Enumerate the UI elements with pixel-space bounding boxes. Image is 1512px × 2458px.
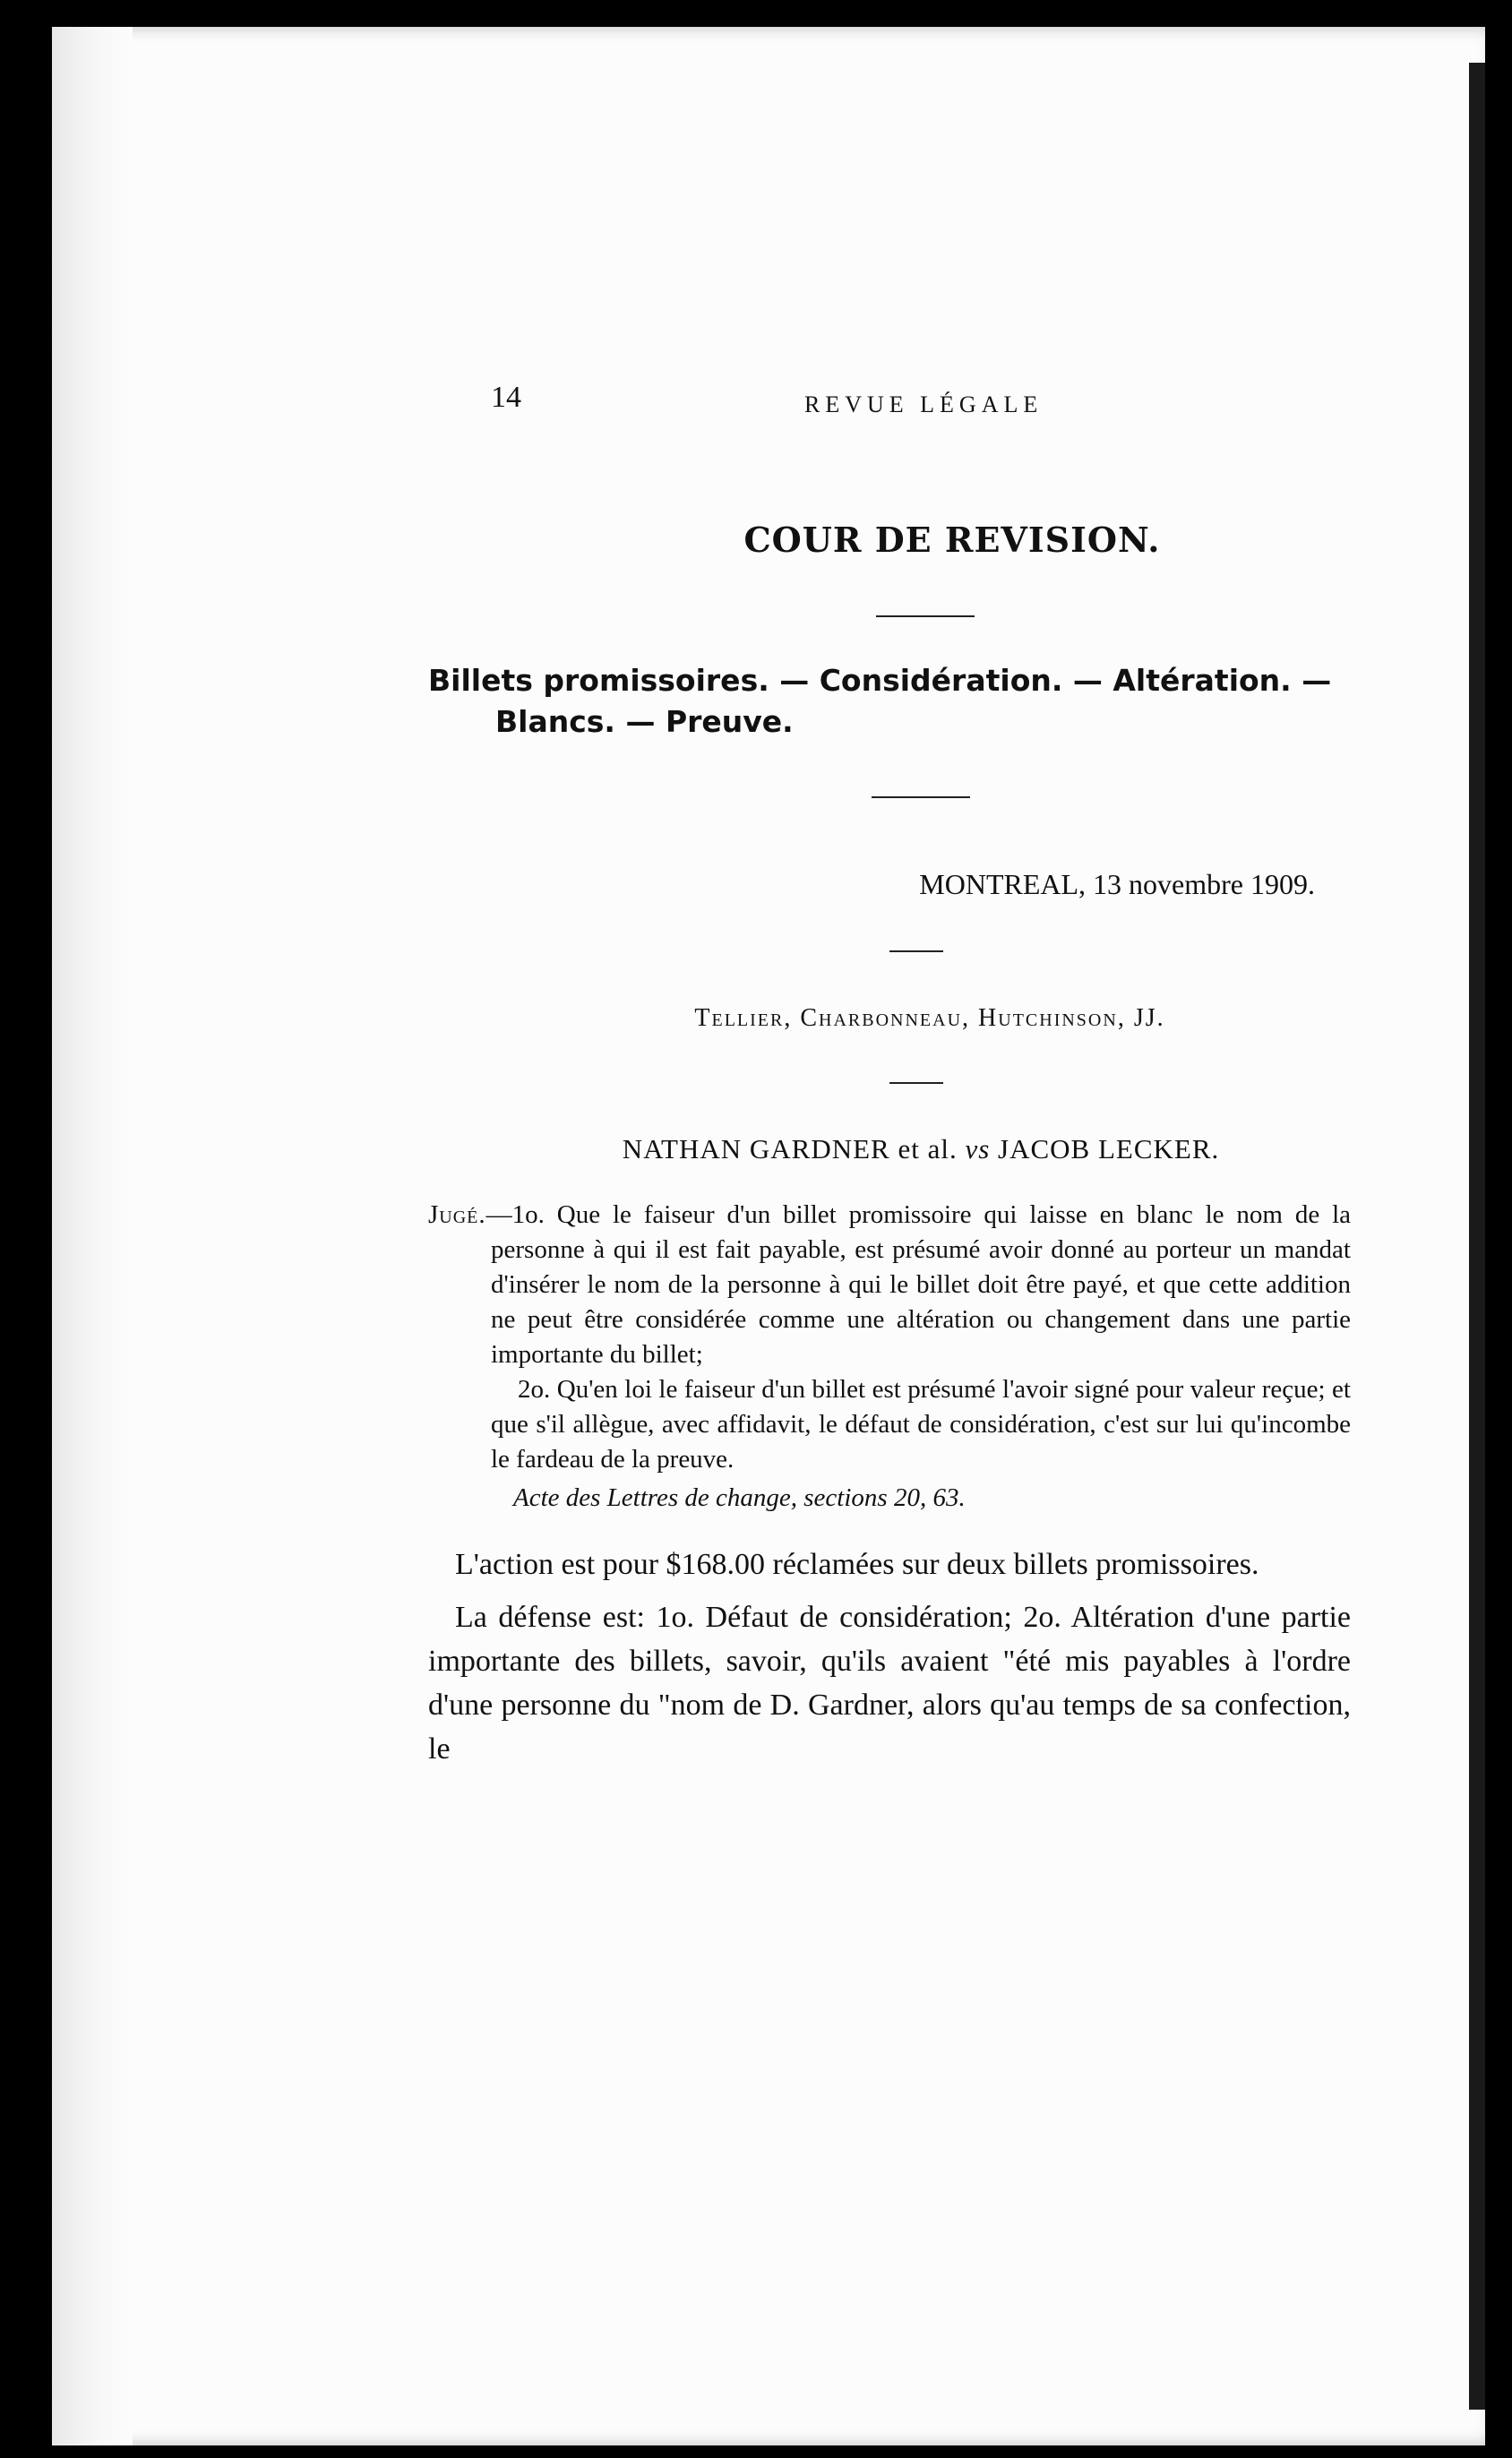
body-paragraph-1: L'action est pour $168.00 réclamées sur deux billets promissoires. xyxy=(455,1548,1259,1581)
running-header xyxy=(428,381,1351,434)
case-parties xyxy=(428,1133,1351,1165)
headnote xyxy=(428,1198,1351,1516)
journal-title: REVUE LÉGALE xyxy=(804,391,1044,417)
headnote-label: Jugé. xyxy=(428,1200,486,1229)
page-content xyxy=(428,381,1351,1780)
divider xyxy=(872,796,970,798)
subject-heading xyxy=(428,660,1333,743)
headnote-paragraph-1 xyxy=(428,1198,1351,1372)
page-edge xyxy=(1469,63,1485,2410)
page xyxy=(52,27,1485,2445)
place-date: MONTREAL, 13 novembre 1909. xyxy=(919,868,1315,900)
body-text xyxy=(428,1543,1351,1771)
divider xyxy=(889,950,943,952)
divider xyxy=(876,615,975,617)
court-heading: COUR DE REVISION. xyxy=(743,520,1161,560)
defendant: JACOB LECKER. xyxy=(998,1133,1220,1165)
statute-citation: Acte des Lettres de change, sections 20, 63. xyxy=(513,1483,966,1512)
page-number: 14 xyxy=(491,381,521,414)
headnote-paragraph-2: 2o. Qu'en loi le faiseur d'un billet est présumé l'avoir signé pour valeur reçue; et que s'il allègue, avec affidavit, le défaut de considération, c'est sur lui qu'incombe le fardeau de la preuve. xyxy=(491,1375,1351,1474)
subject-line-1: Billets promissoires. — Considération. — Altération. — xyxy=(428,663,1332,698)
plaintiff: NATHAN GARDNER et al. xyxy=(622,1133,958,1165)
divider xyxy=(889,1082,943,1084)
body-paragraph-2: La défense est: 1o. Défaut de considération; 2o. Altération d'une partie importante des billets, savoir, qu'ils avaient "été mis payables à l'ordre d'une personne du "nom de D. Gardner, alors qu'au temps de sa confection, le xyxy=(428,1601,1351,1766)
judges: Tellier, Charbonneau, Hutchinson, JJ. xyxy=(694,1004,1165,1032)
versus: vs xyxy=(965,1133,991,1165)
page-gutter xyxy=(52,27,133,2445)
headnote-text-1: —1o. Que le faiseur d'un billet promissoire qui laisse en blanc le nom de la personne à qui il est fait payable, est présumé avoir donné au porteur un mandat d'insérer le nom de la personne à qui le billet doit être payé, et que cette addition ne peut être considérée comme une altération ou changement dans une partie importante du billet; xyxy=(485,1200,1351,1369)
subject-line-2: Blancs. — Preuve. xyxy=(495,704,794,739)
